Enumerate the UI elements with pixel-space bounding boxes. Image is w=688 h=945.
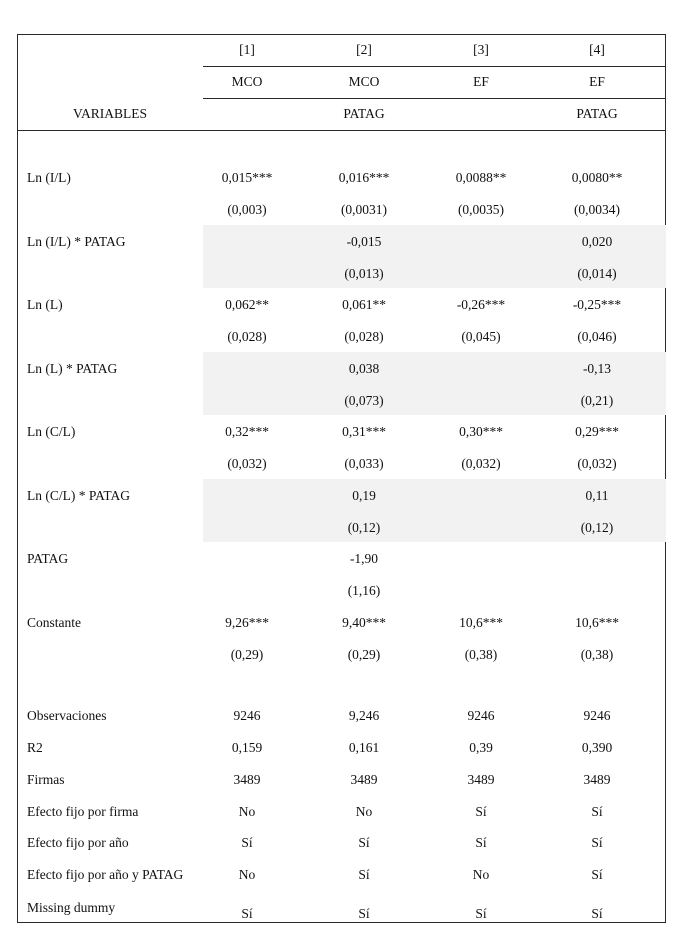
coefficient-cell: -0,25*** — [572, 297, 622, 312]
stat-value: No — [238, 804, 256, 819]
std-error-cell: (0,032) — [227, 456, 267, 471]
column-number: [2] — [356, 42, 372, 57]
std-error-cell: (0,046) — [577, 329, 617, 344]
stat-value: 3489 — [467, 772, 495, 787]
stat-label: Missing dummy — [27, 900, 116, 915]
stat-value: Sí — [591, 906, 603, 921]
stat-value: Sí — [591, 835, 603, 850]
stat-value: Sí — [475, 835, 487, 850]
stat-value: 9246 — [583, 708, 611, 723]
coefficient-cell: 0,0088** — [455, 170, 507, 185]
row-label: PATAG — [27, 551, 69, 566]
stat-value: 0,161 — [348, 740, 380, 755]
std-error-cell: (0,38) — [580, 646, 614, 662]
column-method: EF — [589, 74, 605, 89]
stat-label: Efecto fijo por firma — [27, 804, 139, 819]
stat-value: 3489 — [583, 772, 611, 787]
coefficient-cell: 0,020 — [581, 233, 613, 249]
stat-label: Firmas — [27, 772, 65, 787]
coefficient-cell: 0,015*** — [221, 170, 273, 185]
coefficient-cell: 0,016*** — [338, 170, 390, 185]
stat-value: 9246 — [233, 708, 261, 723]
coefficient-cell: 0,062** — [225, 297, 269, 312]
coefficient-cell: 10,6*** — [459, 614, 503, 630]
coefficient-cell: 9,40*** — [342, 614, 386, 630]
coefficient-cell: -0,015 — [346, 233, 382, 249]
column-subsample: PATAG — [576, 106, 618, 121]
coefficient-cell: 0,0080** — [571, 170, 623, 185]
stat-label: Efecto fijo por año — [27, 835, 129, 850]
stat-value: Sí — [358, 835, 370, 850]
std-error-cell: (0,0035) — [457, 202, 505, 217]
stat-value: Sí — [591, 867, 603, 882]
stat-label: Observaciones — [27, 708, 107, 723]
row-label: Ln (L) — [27, 297, 63, 312]
column-number: [4] — [589, 42, 605, 57]
coefficient-cell: 0,31*** — [342, 424, 386, 439]
std-error-cell: (0,21) — [580, 392, 614, 408]
coefficient-cell: 0,19 — [352, 487, 376, 503]
std-error-cell: (0,29) — [230, 646, 264, 662]
std-error-cell: (0,032) — [577, 456, 617, 471]
stat-label: Efecto fijo por año y PATAG — [27, 867, 184, 882]
stat-value: 3489 — [350, 772, 378, 787]
stat-value: Sí — [591, 804, 603, 819]
std-error-cell: (0,045) — [461, 329, 501, 344]
std-error-cell: (0,032) — [461, 456, 501, 471]
std-error-cell: (0,0031) — [340, 202, 388, 217]
row-label: Ln (I/L) — [27, 170, 71, 185]
stat-value: No — [472, 867, 490, 882]
stat-value: Sí — [358, 906, 370, 921]
std-error-cell: (0,003) — [227, 202, 267, 217]
stat-value: No — [355, 804, 373, 819]
coefficient-cell: 10,6*** — [575, 614, 619, 630]
stat-value: 0,159 — [231, 740, 263, 755]
coefficient-cell: -0,13 — [582, 360, 612, 376]
coefficient-cell: 0,061** — [342, 297, 386, 312]
column-number: [1] — [239, 42, 255, 57]
std-error-cell: (0,12) — [347, 519, 381, 535]
stat-value: Sí — [241, 835, 253, 850]
std-error-cell: (0,38) — [464, 646, 498, 662]
std-error-cell: (0,013) — [344, 265, 384, 281]
std-error-cell: (1,16) — [347, 583, 381, 598]
std-error-cell: (0,028) — [227, 329, 267, 344]
stat-value: 0,390 — [581, 740, 613, 755]
stat-value: Sí — [475, 804, 487, 819]
stat-value: Sí — [358, 867, 370, 882]
std-error-cell: (0,014) — [577, 265, 617, 281]
std-error-cell: (0,12) — [580, 519, 614, 535]
row-label: Ln (C/L) * PATAG — [27, 487, 131, 503]
stat-value: 3489 — [233, 772, 261, 787]
coefficient-cell: -0,26*** — [456, 297, 506, 312]
std-error-cell: (0,073) — [344, 392, 384, 408]
row-label: Ln (C/L) — [27, 424, 76, 439]
header-rule-2 — [203, 98, 666, 99]
coefficient-cell: 0,32*** — [225, 424, 269, 439]
stat-label: R2 — [27, 740, 43, 755]
coefficient-cell: 0,29*** — [575, 424, 619, 439]
stat-value: Sí — [475, 906, 487, 921]
row-label: Constante — [27, 614, 81, 630]
header-rule-bottom — [17, 130, 666, 131]
std-error-cell: (0,0034) — [573, 202, 621, 217]
coefficient-cell: 0,038 — [348, 360, 380, 376]
column-method: MCO — [231, 74, 263, 89]
row-label: Ln (L) * PATAG — [27, 360, 118, 376]
coefficient-cell: -1,90 — [349, 551, 379, 566]
std-error-cell: (0,028) — [344, 329, 384, 344]
std-error-cell: (0,033) — [344, 456, 384, 471]
coefficient-cell: 9,26*** — [225, 614, 269, 630]
stat-value: No — [238, 867, 256, 882]
column-method: MCO — [348, 74, 380, 89]
stat-value: 0,39 — [469, 740, 493, 755]
stat-value: Sí — [241, 906, 253, 921]
variables-header: VARIABLES — [72, 106, 148, 121]
header-rule-1 — [203, 66, 666, 67]
column-method: EF — [473, 74, 489, 89]
std-error-cell: (0,29) — [347, 646, 381, 662]
stat-value: 9246 — [467, 708, 495, 723]
column-number: [3] — [473, 42, 489, 57]
coefficient-cell: 0,30*** — [459, 424, 503, 439]
row-label: Ln (I/L) * PATAG — [27, 233, 126, 249]
column-subsample: PATAG — [343, 106, 385, 121]
coefficient-cell: 0,11 — [585, 487, 609, 503]
stat-value: 9,246 — [348, 708, 380, 723]
